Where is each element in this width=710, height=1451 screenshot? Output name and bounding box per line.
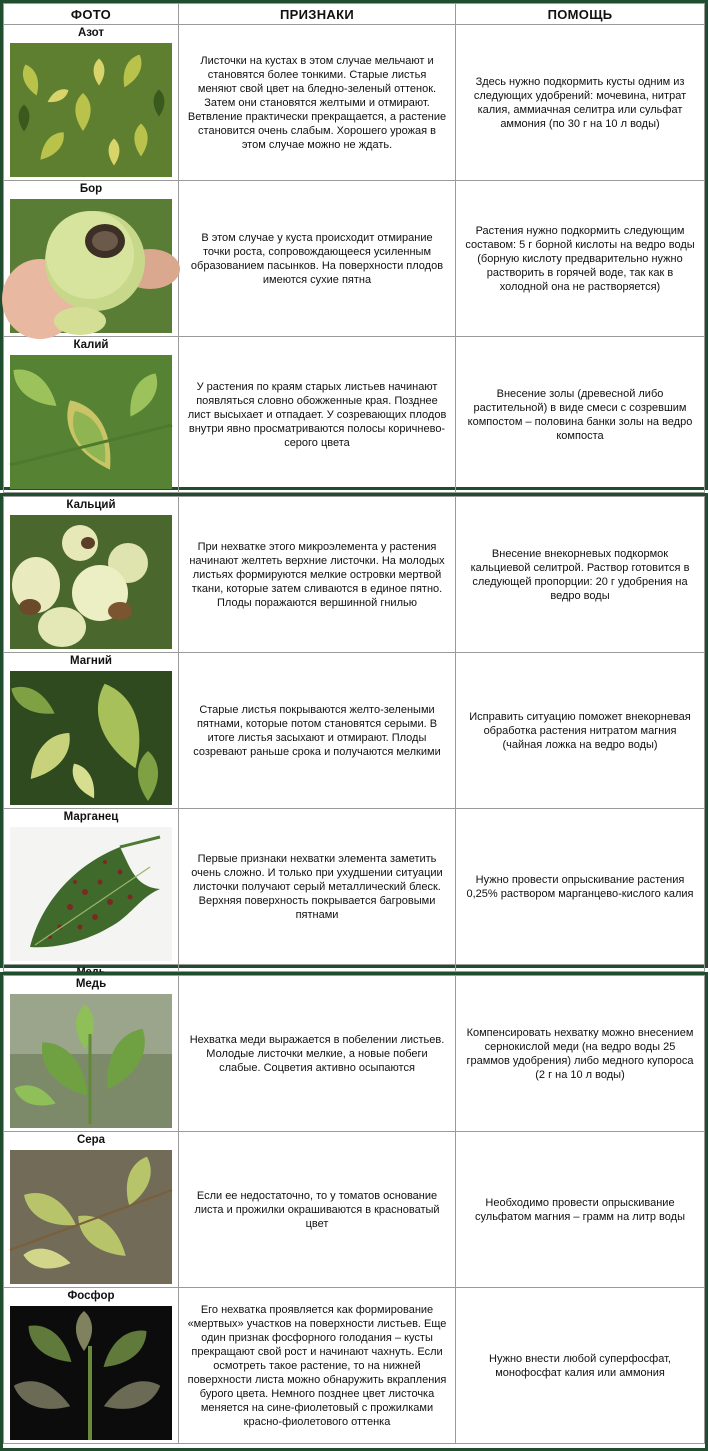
table-row (4, 653, 705, 809)
table-row (4, 25, 705, 181)
potassium-leaf-photo (10, 355, 172, 489)
deficiency-table-2 (3, 496, 705, 972)
signs-cell (179, 1288, 456, 1444)
signs-text: Листочки на кустах в этом случае мельчают и становятся более тонкими. Старые листья меняют свой цвет на бледно-зеленый оттенок. Затем они становятся желтыми и отмирают. Ветвление практически прекращается, а растение становится очень слабым. Хорошего урожая в этом случае можно не ждать. (187, 54, 447, 151)
table-row (4, 181, 705, 337)
signs-cell (179, 976, 456, 1132)
signs-text: Если ее недостаточно, то у томатов основание листа и прожилки окрашиваются в красноватый цвет (194, 1189, 440, 1230)
help-text: Внесение внекорневых подкормок кальциевой селитрой. Раствор готовится в следующей пропорции: 20 г удобрения на ведро воды (470, 547, 690, 602)
help-text: Нужно внести любой суперфосфат, монофосфат калия или аммония (489, 1352, 671, 1379)
help-text: Компенсировать нехватку можно внесением сернокислой меди (на ведро воды 25 граммов удобрения) либо медного купороса (2 г на 10 л воды) (466, 1026, 694, 1081)
table-row (4, 1288, 705, 1444)
photo-cell (4, 1288, 179, 1444)
help-cell (456, 809, 705, 965)
element-name: Фосфор (67, 1290, 115, 1302)
signs-cell (179, 1132, 456, 1288)
manganese-leaf-photo (10, 827, 172, 961)
photo-cell (4, 976, 179, 1132)
deficiency-table-3 (3, 975, 705, 1444)
help-text: Исправить ситуацию поможет внекорневая обработка растения нитратом магния (чайная ложка на ведро воды) (469, 710, 691, 751)
calcium-fruit-photo (10, 515, 172, 649)
help-text: Растения нужно подкормить следующим составом: 5 г борной кислоты на ведро воды (борную кислоту предварительно нужно растворить в горячей воде, так как в холодной она не растворяется) (465, 224, 695, 293)
help-text: Внесение золы (древесной либо растительной) в виде смеси с созревшим компостом – половина банки золы на ведро компоста (467, 387, 693, 442)
signs-cell (179, 653, 456, 809)
element-name: Кальций (66, 499, 116, 511)
header-row (4, 4, 705, 25)
help-cell (456, 337, 705, 493)
photo-cell (4, 25, 179, 181)
element-name: Сера (76, 1134, 106, 1146)
deficiency-table-1 (3, 3, 705, 493)
photo-cell (4, 497, 179, 653)
boron-fruit-photo (10, 199, 172, 333)
table-row (4, 337, 705, 493)
element-name: Калий (73, 339, 109, 351)
signs-text: В этом случае у куста происходит отмирание точки роста, сопровождающееся усиленным образованием пасынков. На поверхности плодов имеются сухие пятна (190, 231, 444, 286)
element-name: Марганец (63, 811, 119, 823)
magnesium-leaves-photo (10, 671, 172, 805)
table-row (4, 1132, 705, 1288)
photo-cell (4, 181, 179, 337)
help-text: Необходимо провести опрыскивание сульфатом магния – грамм на литр воды (475, 1196, 685, 1223)
signs-text: У растения по краям старых листьев начинают появляться словно обожженные края. Позднее лист высыхает и отпадает. У созревающих плодов внутри явно просматриваются полосы коричнево-серого цвета (187, 380, 447, 449)
header-signs: ПРИЗНАКИ (179, 4, 456, 25)
signs-cell (179, 809, 456, 965)
phosphorus-plant-photo (10, 1306, 172, 1440)
signs-text: При нехватке этого микроэлемента у растения начинают желтеть верхние листочки. На молодых листьях формируются мелкие островки мертвой ткани, которые затем сливаются в единое пятно. Плоды поражаются вершинной гнилью (189, 540, 445, 609)
signs-text: Нехватка меди выражается в побелении листьев. Молодые листочки мелкие, а новые побеги слабые. Соцветия активно осыпаются (189, 1033, 445, 1074)
signs-text: Старые листья покрываются желто-зелеными пятнами, которые потом становятся серыми. В итоге листья засыхают и отмирают. Плоды созревают раньше срока и получаются мелкими (193, 703, 441, 758)
photo-cell (4, 965, 179, 972)
table-panel-3 (0, 972, 708, 1451)
table-panel-1 (0, 0, 708, 490)
help-cell (456, 25, 705, 181)
photo-cell (4, 653, 179, 809)
signs-text: Его нехватка проявляется как формирование «мертвых» участков на поверхности листьев. Еще один признак фосфорного голодания – кусты прекращают свой рост и начинают чахнуть. Если осмотреть такое растение, то на нижней поверхности листа можно обнаружить вкрапления бурого цвета. Немного позднее цвет листочка меняется на сине-фиолетовый с прожилками красно-фиолетового оттенка (187, 1303, 447, 1428)
header-help: ПОМОЩЬ (456, 4, 705, 25)
copper-leaves-photo (10, 994, 172, 1128)
nitrogen-leaves-photo (10, 43, 172, 177)
table-panel-2 (0, 493, 708, 968)
photo-cell (4, 809, 179, 965)
signs-text: Первые признаки нехватки элемента заметить очень сложно. И только при ухудшении ситуации листочки получают серый металлический блеск. Верхняя поверхность покрывается багровыми пятнами (191, 852, 443, 921)
element-name: Бор (79, 183, 103, 195)
help-cell (456, 1288, 705, 1444)
signs-cell (179, 337, 456, 493)
help-cell (456, 497, 705, 653)
signs-cell (179, 25, 456, 181)
table-row (4, 965, 705, 972)
signs-cell (179, 497, 456, 653)
help-cell (456, 1132, 705, 1288)
photo-cell (4, 337, 179, 493)
help-text: Нужно провести опрыскивание растения 0,25% раствором марганцево-кислого калия (466, 873, 694, 900)
help-cell (456, 181, 705, 337)
photo-cell (4, 1132, 179, 1288)
table-row (4, 809, 705, 965)
table-row (4, 976, 705, 1132)
help-cell (456, 976, 705, 1132)
element-name: Медь (75, 978, 107, 990)
element-name: Азот (77, 27, 105, 39)
element-name: Магний (70, 655, 112, 667)
help-cell (456, 653, 705, 809)
help-text: Здесь нужно подкормить кусты одним из следующих удобрений: мочевина, нитрат калия, аммиачная селитра или сульфат аммония (по 30 г на 10 л воды) (473, 75, 687, 130)
sulfur-leaves-photo (10, 1150, 172, 1284)
header-photo: ФОТО (4, 4, 179, 25)
table-row (4, 497, 705, 653)
cut-off-label (4, 965, 178, 971)
signs-cell (179, 181, 456, 337)
